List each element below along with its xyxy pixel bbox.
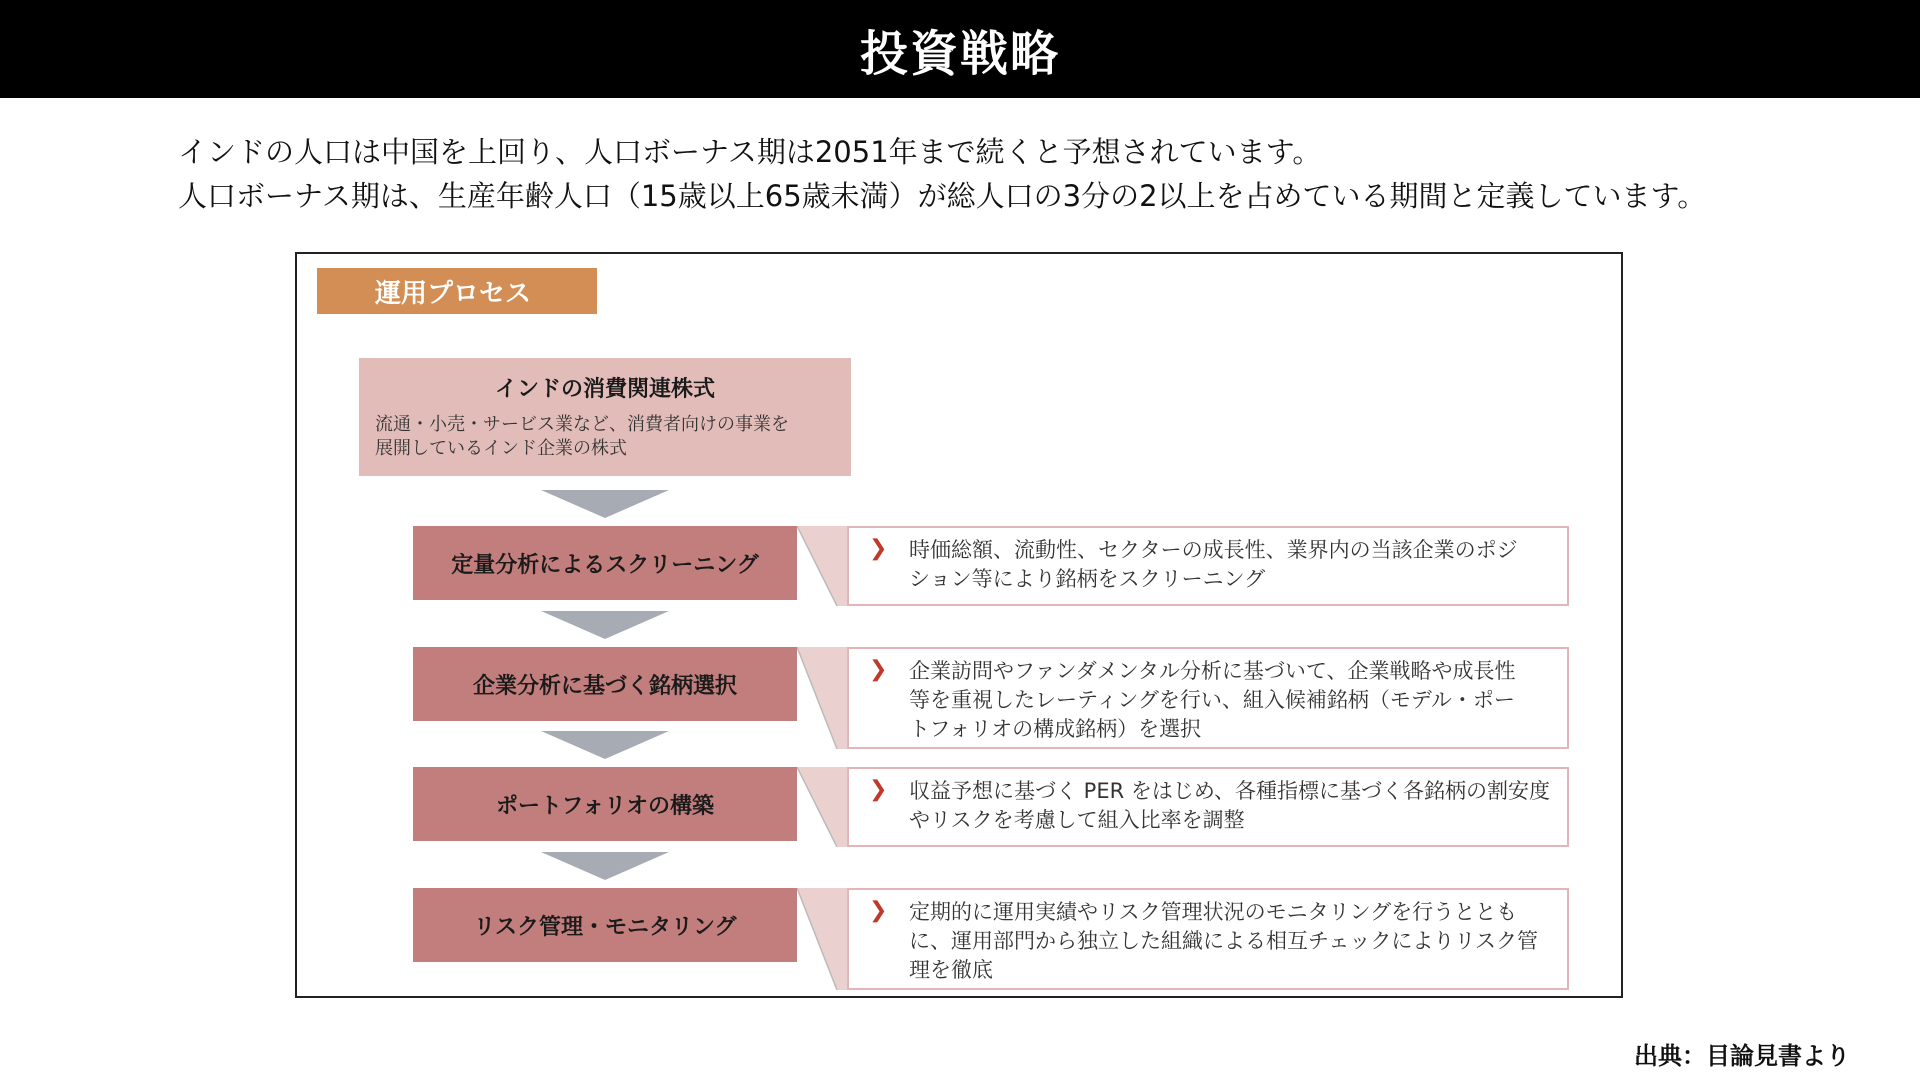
universe-desc-line: 流通・小売・サービス業など、消費者向けの事業を [375,414,789,435]
universe-title: インドの消費関連株式 [494,377,715,402]
step-label: リスク管理・モニタリング [473,914,737,940]
step-description [847,767,1569,847]
connector-wedge-icon [797,526,849,606]
step-description-line: に、運用部門から独立した組織による相互チェックによりリスク管 [909,929,1538,953]
step-description-line: 企業訪問やファンダメンタル分析に基づいて、企業戦略や成長性 [909,659,1516,683]
step-description-line: ション等により銘柄をスクリーニング [909,567,1266,591]
page-title: 投資戦略 [859,25,1060,82]
page-title-bar [0,0,1920,98]
step-connector [797,647,849,749]
step-description [847,647,1569,749]
universe-desc [375,413,835,461]
step-description [847,526,1569,606]
down-arrow-icon [541,852,669,880]
step-label: 定量分析によるスクリーニング [451,552,759,578]
source-note: 出典：目論見書より [1634,1042,1850,1070]
step-label: ポートフォリオの構築 [495,793,715,819]
step-description-line: 理を徹底 [909,958,993,982]
step-portfolio-construction [413,767,797,841]
chevron-right-icon: ❯ [869,777,888,802]
step-quantitative-screening [413,526,797,600]
connector-wedge-icon [797,647,849,749]
step-risk-monitoring [413,888,797,962]
intro-line: インドの人口は中国を上回り、人口ボーナス期は2051年まで続くと予想されています。 [178,135,1322,169]
down-arrow-icon [541,731,669,759]
chevron-right-icon: ❯ [869,898,888,923]
down-arrow-icon [541,611,669,639]
step-connector [797,767,849,847]
connector-wedge-icon [797,767,849,847]
step-description-line: トフォリオの構成銘柄）を選択 [909,717,1202,741]
step-connector [797,526,849,606]
step-connector [797,888,849,990]
step-company-analysis [413,647,797,721]
intro-text [178,130,1898,218]
step-description-line: 定期的に運用実績やリスク管理状況のモニタリングを行うととも [909,900,1518,924]
step-description-line: 収益予想に基づく PER をはじめ、各種指標に基づく各銘柄の割安度 [909,779,1551,803]
chevron-right-icon: ❯ [869,536,888,561]
process-tag: 運用プロセス [317,268,597,314]
step-description-line: 時価総額、流動性、セクターの成長性、業界内の当該企業のポジ [909,538,1518,562]
step-description-line: 等を重視したレーティングを行い、組入候補銘柄（モデル・ポー [909,688,1515,712]
universe-box [359,358,851,476]
down-arrow-icon [541,490,669,518]
connector-wedge-icon [797,888,849,990]
universe-desc-line: 展開しているインド企業の株式 [375,438,627,459]
step-description [847,888,1569,990]
chevron-right-icon: ❯ [869,657,888,682]
step-description-line: やリスクを考慮して組入比率を調整 [909,808,1245,832]
process-diagram [295,252,1623,998]
step-label: 企業分析に基づく銘柄選択 [472,673,737,699]
intro-line: 人口ボーナス期は、生産年齢人口（15歳以上65歳未満）が総人口の3分の2以上を占めている期間と定義しています。 [178,179,1707,213]
